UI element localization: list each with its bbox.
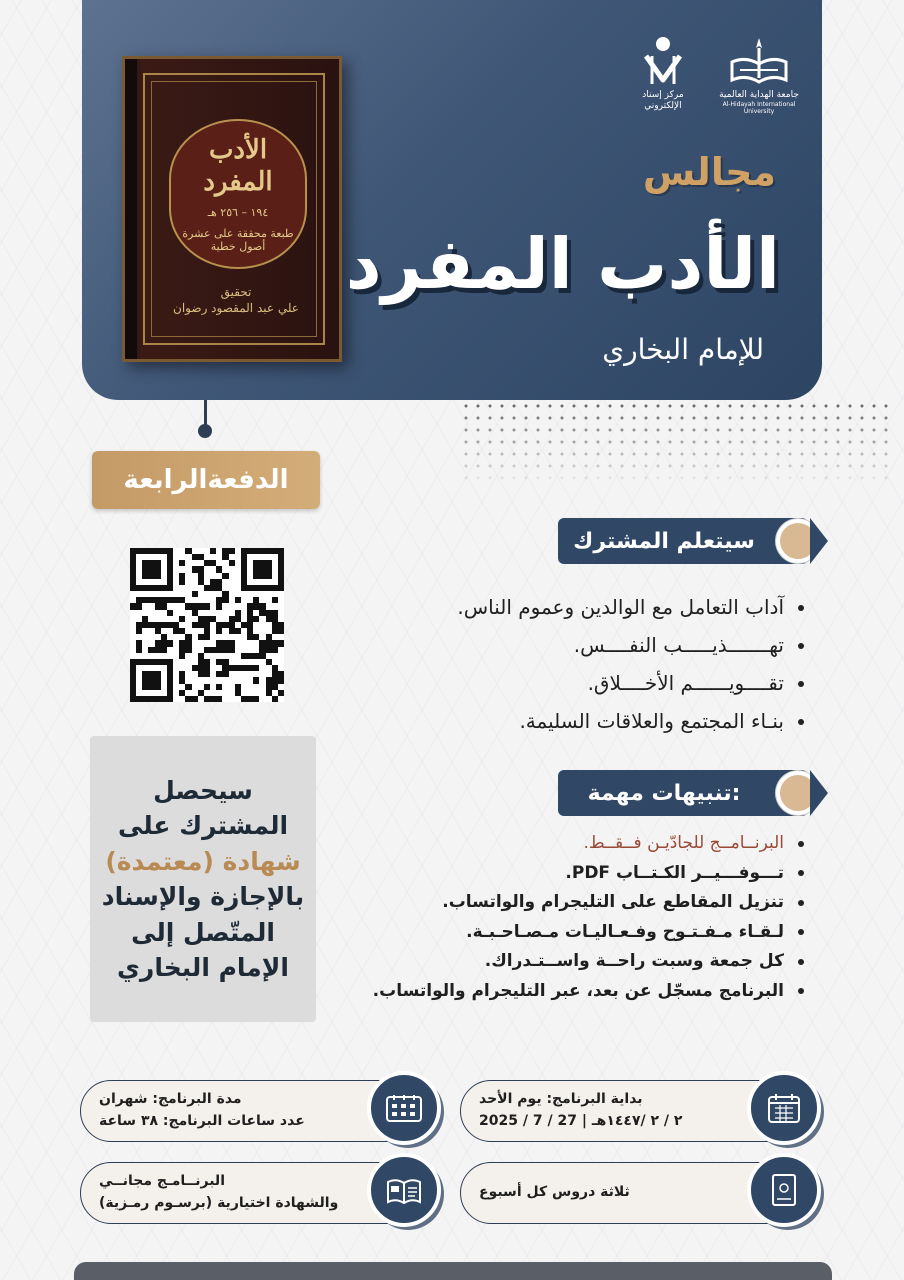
start-date-line: بداية البرنامج: يوم الأحد (479, 1091, 643, 1108)
book-editor-block (165, 285, 307, 316)
list-item: كل جمعة وسبت راحــة واســتـدراك. (338, 947, 808, 977)
book-editor-label: تحقيق (220, 285, 252, 299)
list-item-highlight: البرنــامــج للجادّيـن فــقــط. (338, 829, 808, 859)
learn-heading-bar (558, 518, 808, 564)
page-subtitle: للإمام البخاري (602, 333, 764, 366)
open-book-icon (367, 1153, 441, 1227)
learn-heading: سيتعلم المشترك (573, 528, 755, 554)
notices-list (338, 829, 808, 1006)
learn-heading-chevron-icon (810, 518, 828, 564)
cost-line: البرنــامـج مجانــي (99, 1173, 225, 1190)
page-title: الأدب المفرد (345, 223, 780, 305)
footer-bar (74, 1262, 832, 1280)
list-item: لـقـاء مـفـتـوح وفـعـاليـات مـصـاحـبـة. (338, 918, 808, 948)
calendar-icon (747, 1071, 821, 1145)
list-item: تـــوفـــيــر الكـتــاب PDF. (338, 859, 808, 889)
weekly-lessons-card (460, 1162, 816, 1224)
list-item: تهـــــــذيـــــب النفــــس. (338, 627, 808, 665)
list-item: البرنامج مسجّل عن بعد، عبر التليجرام والواتساب. (338, 977, 808, 1007)
header-kicker: مجالس (642, 150, 776, 194)
university-name-en: Al-Hidayah International University (722, 100, 796, 115)
center-logo (628, 34, 698, 120)
university-emblem-icon (726, 34, 792, 90)
book-years: ١٩٤ – ٢٥٦ هـ (207, 205, 269, 219)
cost-card (80, 1162, 436, 1224)
book-edition: طبعة محققة على عشرة أصول خطية (182, 226, 294, 253)
start-date-card (460, 1080, 816, 1142)
university-logo (714, 34, 804, 120)
duration-card (80, 1080, 436, 1142)
list-item: بنـاء المجتمع والعلاقات السليمة. (338, 703, 808, 741)
center-name: مركز إسناد الإلكتروني (642, 90, 684, 111)
book-icon (747, 1153, 821, 1227)
learn-list (338, 589, 808, 741)
certificate-line: الإمام البخاري (117, 953, 289, 982)
book-spine (125, 59, 137, 359)
certificate-fee-line: والشهادة اختيارية (برسـوم رمـزية) (99, 1195, 339, 1211)
notices-heading: تنبيهات مهمة: (587, 780, 741, 806)
duration-line: مدة البرنامج: شهران (99, 1091, 242, 1108)
certificate-highlight: شهادة (معتمدة) (105, 846, 301, 876)
batch-badge: الدفعةالرابعة (92, 451, 320, 509)
certificate-line: سيحصل (153, 775, 253, 805)
list-item: آداب التعامل مع الوالدين وعموم الناس. (338, 589, 808, 627)
university-name: جامعة الهداية العالمية (719, 90, 799, 100)
connector-dot (198, 424, 212, 438)
book-editor-name: علي عبد المقصود رضوان (173, 300, 299, 315)
notices-heading-chevron-icon (810, 770, 828, 816)
hours-line: عدد ساعات البرنامج: ٣٨ ساعة (99, 1113, 305, 1129)
certificate-box (90, 736, 316, 1022)
book-medallion (169, 119, 307, 269)
book-cover-image (122, 56, 342, 362)
person-emblem-icon (638, 34, 688, 90)
dot-pattern (460, 400, 890, 490)
certificate-line: بالإجازة والإسناد (101, 882, 305, 911)
list-item: تقــــويــــــم الأخــــلاق. (338, 665, 808, 703)
registration-qr-code[interactable] (130, 548, 284, 702)
start-date-values: ٢ / ٢ /١٤٤٧هـ | 27 / 7 / 2025 (479, 1113, 683, 1129)
book-title: الأدب المفرد (203, 135, 273, 197)
certificate-line: المتّصل إلى (131, 917, 275, 947)
certificate-line: المشترك على (117, 811, 289, 840)
weekly-lessons-line: ثلاثة دروس كل أسبوع (479, 1184, 630, 1201)
list-item: تنزيل المقاطع على التليجرام والواتساب. (338, 888, 808, 918)
notices-heading-bar (558, 770, 808, 816)
calendar-grid-icon (367, 1071, 441, 1145)
